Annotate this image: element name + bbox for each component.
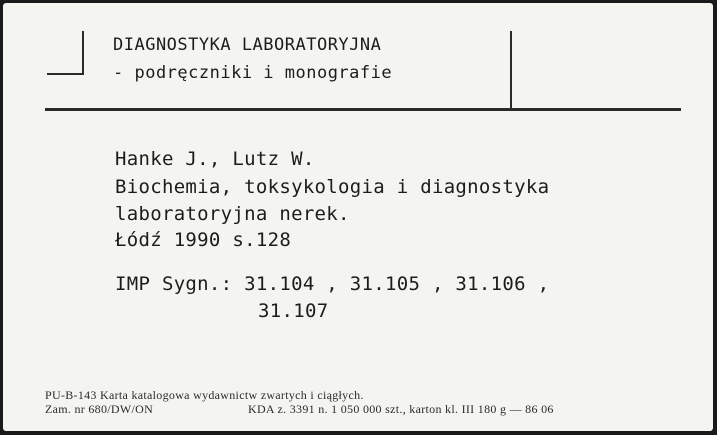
header-left-rule xyxy=(82,31,84,75)
record-imprint: Łódź 1990 s.128 xyxy=(115,229,292,251)
header-divider-rule xyxy=(45,108,681,111)
record-authors: Hanke J., Lutz W. xyxy=(115,148,315,170)
form-footer-line-1: PU-B-143 Karta katalogowa wydawnictw zwartych i ciągłych. xyxy=(45,388,364,402)
record-call-numbers-line-1: IMP Sygn.: 31.104 , 31.105 , 31.106 , xyxy=(115,273,550,295)
record-title-line-2: laboratoryjna nerek. xyxy=(115,203,350,225)
form-footer-order-number: Zam. nr 680/DW/ON xyxy=(45,402,154,416)
record-title-line-1: Biochemia, toksykologia i diagnostyka xyxy=(115,176,550,198)
subject-subheading: - podręczniki i monografie xyxy=(113,63,393,83)
record-call-numbers-line-2: 31.107 xyxy=(258,300,329,322)
form-footer-print-details: KDA z. 3391 n. 1 050 000 szt., karton kl. III 180 g — 86 06 xyxy=(248,402,554,416)
subject-heading: DIAGNOSTYKA LABORATORYJNA xyxy=(113,35,382,55)
header-left-tick xyxy=(47,73,84,75)
header-right-rule xyxy=(510,31,512,111)
catalog-card xyxy=(3,3,713,431)
